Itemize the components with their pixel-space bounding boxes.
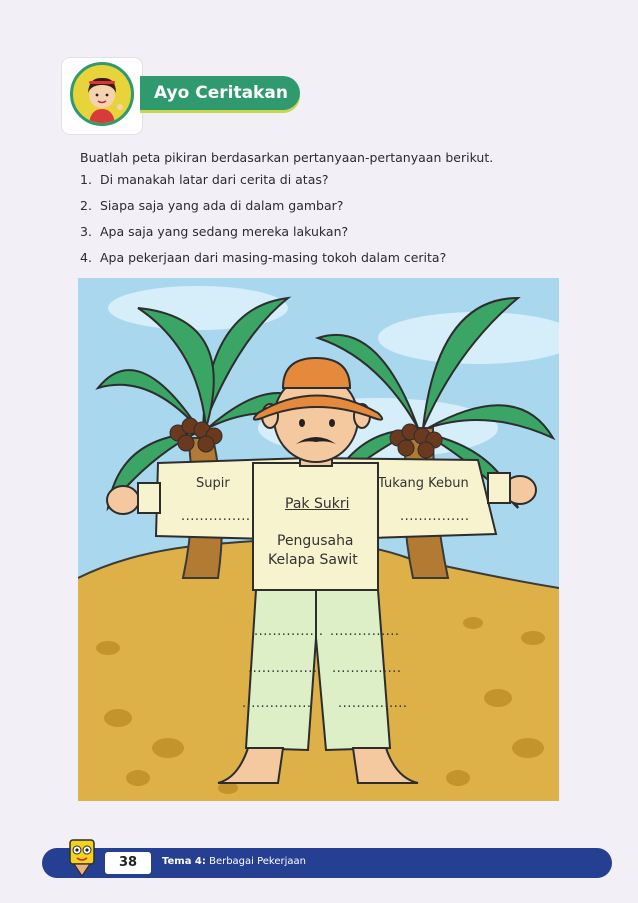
list-item: 1. Di manakah latar dari cerita di atas? <box>80 172 329 187</box>
list-item: 4. Apa pekerjaan dari masing-masing tokoh dalam cerita? <box>80 250 447 265</box>
pants-blank: ............... <box>332 661 402 676</box>
footer-theme: Tema 4: Berbagai Pekerjaan <box>162 856 307 867</box>
pencil-mascot-icon <box>62 834 102 878</box>
pants-blank: ............... <box>254 624 324 639</box>
list-item: 3. Apa saja yang sedang mereka lakukan? <box>80 224 349 239</box>
right-arm-label: Tukang Kebun <box>378 476 469 491</box>
pants-blank: ............... <box>330 624 400 639</box>
mind-map-illustration <box>78 278 559 801</box>
pants-blank: ............... <box>242 696 312 711</box>
instruction-text: Buatlah peta pikiran berdasarkan pertanyaan-pertanyaan berikut. <box>80 150 494 165</box>
section-title: Ayo Ceritakan <box>140 76 300 110</box>
left-arm-label: Supir <box>196 476 230 491</box>
pants-blank: ............... <box>248 661 318 676</box>
left-arm-blank: ............... <box>181 509 251 524</box>
list-item: 2. Siapa saja yang ada di dalam gambar? <box>80 198 344 213</box>
center-job-line1: Pengusaha <box>277 533 354 549</box>
right-arm-blank: ............... <box>400 509 470 524</box>
question-list <box>80 172 446 276</box>
center-job-line2: Kelapa Sawit <box>268 552 358 568</box>
girl-avatar-icon <box>70 62 134 126</box>
pants-blank: ............... <box>338 696 408 711</box>
character-avatar-box <box>62 58 142 134</box>
page-number: 38 <box>105 852 151 874</box>
center-name: Pak Sukri <box>285 496 350 512</box>
